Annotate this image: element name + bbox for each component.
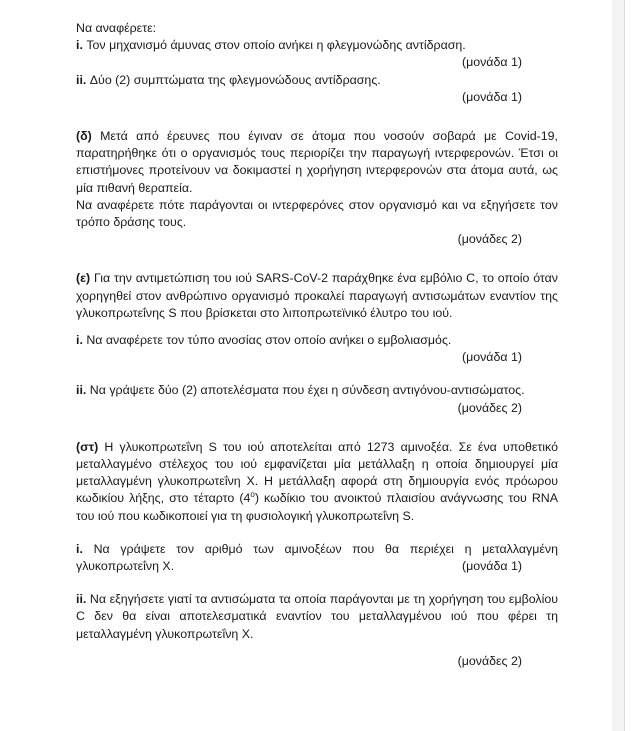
section-st-question-ii [76,591,558,643]
section-st-question-i [76,541,558,558]
question-text: Να γράψετε δύο (2) αποτελέσματα που έχει η σύνδεση αντιγόνου-αντισώματος. [86,383,525,398]
marks-label: (μονάδα 1) [461,559,522,574]
section-label: (στ) [76,439,99,454]
section-d-question: Να αναφέρετε πότε παράγονται οι ιντερφερόνες στον οργανισμό και να εξηγήσετε τον τρόπο δράσης τους. [76,197,558,230]
question-number: ii. [76,592,87,607]
section-e-question-i [76,332,558,349]
question-text: Να αναφέρετε τον τύπο ανοσίας στον οποίο ανήκει ο εμβολιασμός. [82,333,452,348]
section-st-text [76,439,558,525]
question-number: ii. [76,72,87,87]
question-number: i. [76,333,83,348]
section-st-question-i-line2 [76,558,558,575]
intro-text: Να αναφέρετε: [76,21,157,35]
document-content [76,20,558,670]
question-i [76,37,558,54]
section-body-a: Η γλυκοπρωτεΐνη S του ιού αποτελείται από 1273 αμινοξέα. Σε ένα υποθετικό μεταλλαγμένο στέλεχος του ιού εμφανίζεται μία μετάλλαξη η οποία δημιουργεί μία μεταλλαγμένη γλυκοπρωτεΐνη Χ. Η μετάλλαξη αφορά στη δημιουργία ενός πρόωρου κωδικίου λήξης, στο τέταρτο (4 [76,439,558,506]
marks-label: (μονάδα 1) [461,89,522,104]
section-label: (δ) [76,129,92,144]
question-ii [76,72,558,89]
question-text: Να εξηγήσετε γιατί τα αντισώματα τα οποία παράγονται με τη χορήγηση του εμβολίου C δεν θα είναι αποτελεσματικά εναντίον του μεταλλαγμένου ιού που φέρει τη μεταλλαγμένη γλυκοπρωτεΐνη Χ. [76,592,558,641]
question-text: Τον μηχανισμό άμυνας στον οποίο ανήκει η φλεγμονώδης αντίδραση. [82,38,466,53]
question-number: i. [76,541,83,556]
superscript: ο [250,490,255,500]
question-number: ii. [76,383,87,398]
section-e-question-ii [76,382,558,399]
section-label: (ε) [76,271,91,286]
marks-label: (μονάδα 1) [461,350,522,365]
marks-label: (μονάδες 2) [457,232,522,247]
section-body: Για την αντιμετώπιση του ιού SARS-CoV-2 παράχθηκε ένα εμβόλιο C, το οποίο όταν χορηγηθεί στον ανθρώπινο οργανισμό προκαλεί παραγωγή αντισωμάτων εναντίον της γλυκοπρωτεΐνης S που βρίσκεται στο λιποπρωτεϊνικό έλυτρο του ιού. [76,271,558,320]
section-body: Μετά από έρευνες που έγιναν σε άτομα που νοσούν σοβαρά με Covid-19, παρατηρήθηκε ότι ο οργανισμός τους περιορίζει την παραγωγή ιντερφερονών. Έτσι οι επιστήμονες προτείνουν να δοκιμαστεί η χορήγηση ιντερφερονών στα άτομα αυτά, ως μία πιθανή θεραπεία. [76,129,558,195]
question-text: Να γράψετε τον αριθμό των αμινοξέων που θα περιέχει η μεταλλαγμένη [82,541,558,556]
question-text: γλυκοπρωτεΐνη Χ. [76,559,175,574]
page-edge [612,0,624,731]
question-text: Δύο (2) συμπτώματα της φλεγμονώδους αντίδρασης. [86,72,381,87]
marks-label: (μονάδα 1) [461,55,522,70]
section-e-text [76,270,558,322]
section-d-text [76,128,558,197]
marks-label: (μονάδες 2) [457,400,522,415]
section-body-b: ) κωδίκιο του ανοικτού πλαισίου ανάγνωσης του RNA του ιού που κωδικοποιεί για τη φυσιολογική γλυκοπρωτεΐνη S. [76,491,558,523]
marks-label: (μονάδες 2) [457,653,522,668]
question-number: i. [76,38,83,53]
